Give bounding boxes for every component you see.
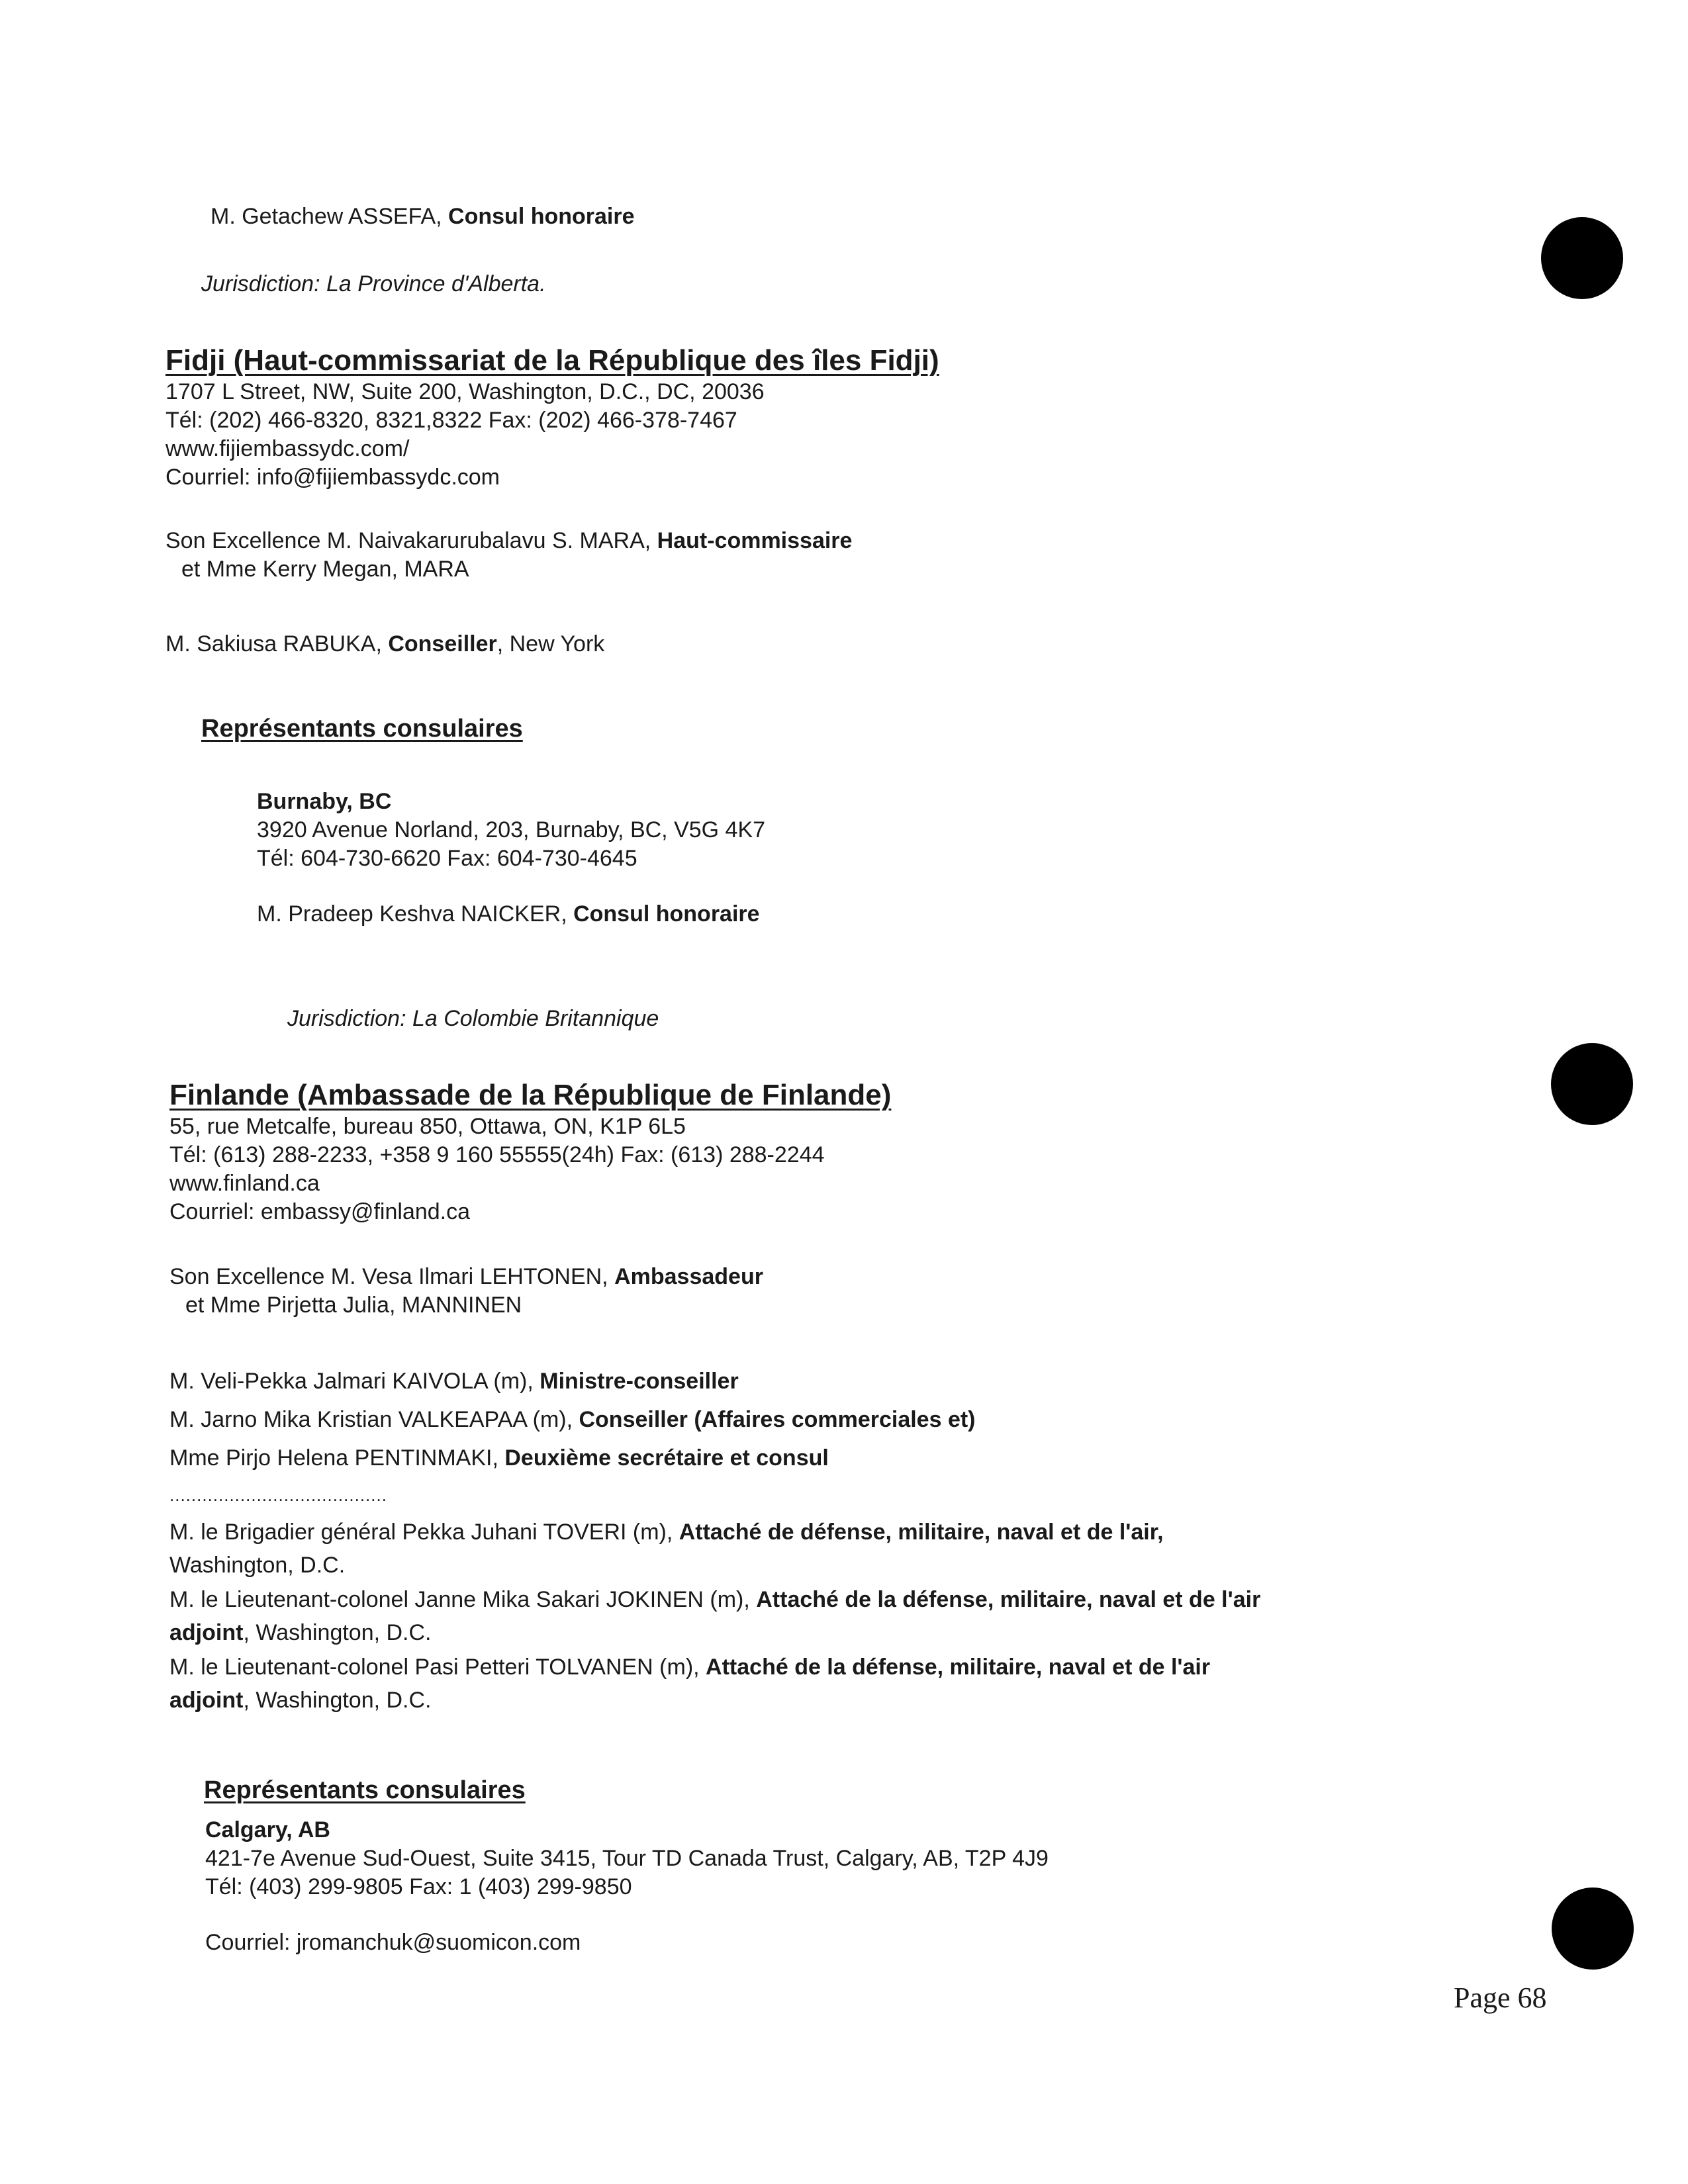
fiji-head-of-mission — [165, 527, 852, 555]
ethiopia-consul-title: Consul honoraire — [448, 204, 635, 229]
finland-attache-name: M. le Lieutenant-colonel Janne Mika Sakari JOKINEN (m), — [169, 1587, 757, 1612]
finland-staff-name: M. Jarno Mika Kristian VALKEAPAA (m), — [169, 1407, 579, 1432]
finland-attache-line2-bold: adjoint — [169, 1620, 244, 1645]
finland-staff-row — [169, 1406, 976, 1433]
finland-attache-row — [169, 1518, 1164, 1546]
finland-staff-title: Deuxième secrétaire et consul — [504, 1445, 829, 1471]
finland-consulate-email: Courriel: jromanchuk@suomicon.com — [205, 1930, 581, 1955]
finland-staff-title: Conseiller (Affaires commerciales et) — [579, 1407, 976, 1432]
finland-consulate-phone: Tél: (403) 299-9805 Fax: 1 (403) 299-9850 — [205, 1874, 632, 1899]
finland-attache-name: M. le Lieutenant-colonel Pasi Petteri TOLVANEN (m), — [169, 1655, 706, 1680]
fiji-consulate-jurisdiction: Jurisdiction: La Colombie Britannique — [287, 1006, 659, 1031]
punch-hole — [1541, 217, 1623, 299]
finland-address: 55, rue Metcalfe, bureau 850, Ottawa, ON, K1P 6L5 — [169, 1114, 686, 1139]
finland-attache-line2: Washington, D.C. — [169, 1553, 346, 1578]
fiji-consul-title: Consul honoraire — [573, 901, 760, 927]
ethiopia-consul-line — [211, 203, 635, 230]
fiji-staff-name: M. Sakiusa RABUKA, — [165, 631, 389, 657]
fiji-staff-suffix: , New York — [496, 631, 605, 657]
finland-staff-title: Ministre-conseiller — [539, 1369, 739, 1394]
finland-staff-name: Mme Pirjo Helena PENTINMAKI, — [169, 1445, 505, 1471]
fiji-hom-name: Son Excellence M. Naivakarurubalavu S. MARA, — [165, 528, 657, 553]
finland-staff-name: M. Veli-Pekka Jalmari KAIVOLA (m), — [169, 1369, 540, 1394]
punch-hole — [1552, 1888, 1634, 1970]
page-number: Page 68 — [1454, 1981, 1547, 2014]
finland-attache-title: Attaché de la défense, militaire, naval et de l'air — [756, 1587, 1261, 1612]
finland-attache-line2: , Washington, D.C. — [243, 1688, 432, 1713]
fiji-consul-name: M. Pradeep Keshva NAICKER, — [257, 901, 574, 927]
finland-attache-row-cont — [169, 1686, 432, 1714]
fiji-staff-row — [165, 630, 604, 658]
fiji-email: Courriel: info@fijiembassydc.com — [165, 465, 500, 490]
fiji-website: www.fijiembassydc.com/ — [165, 436, 410, 461]
fiji-phone: Tél: (202) 466-8320, 8321,8322 Fax: (202) 466-378-7467 — [165, 408, 737, 433]
finland-email: Courriel: embassy@finland.ca — [169, 1199, 471, 1224]
finland-phone: Tél: (613) 288-2233, +358 9 160 55555(24h) Fax: (613) 288-2244 — [169, 1142, 825, 1167]
finland-consulate-city: Calgary, AB — [205, 1817, 330, 1843]
finland-attache-title: Attaché de la défense, militaire, naval et de l'air — [706, 1655, 1211, 1680]
fiji-hom-spouse: et Mme Kerry Megan, MARA — [181, 557, 469, 582]
fiji-consulate-phone: Tél: 604-730-6620 Fax: 604-730-4645 — [257, 846, 637, 871]
finland-hom-name: Son Excellence M. Vesa Ilmari LEHTONEN, — [169, 1264, 615, 1289]
fiji-consul-line — [257, 900, 760, 928]
fiji-address: 1707 L Street, NW, Suite 200, Washington, D.C., DC, 20036 — [165, 379, 765, 404]
finland-head-of-mission — [169, 1263, 763, 1291]
finland-staff-row — [169, 1444, 829, 1472]
finland-consulate-address: 421-7e Avenue Sud-Ouest, Suite 3415, Tour TD Canada Trust, Calgary, AB, T2P 4J9 — [205, 1846, 1049, 1871]
finland-attache-line2-bold: adjoint — [169, 1688, 244, 1713]
fiji-staff-title: Conseiller — [388, 631, 497, 657]
punch-hole — [1551, 1043, 1633, 1125]
fiji-heading: Fidji (Haut-commissariat de la République des îles Fidji) — [165, 344, 939, 377]
finland-separator: ........................................ — [169, 1485, 387, 1505]
finland-attache-title: Attaché de défense, militaire, naval et de l'air, — [679, 1520, 1164, 1545]
fiji-hom-title: Haut-commissaire — [657, 528, 853, 553]
finland-hom-title: Ambassadeur — [614, 1264, 763, 1289]
finland-attache-name: M. le Brigadier général Pekka Juhani TOVERI (m), — [169, 1520, 679, 1545]
finland-attache-row-cont — [169, 1551, 345, 1579]
finland-attache-row-cont — [169, 1619, 432, 1647]
fiji-consulate-address: 3920 Avenue Norland, 203, Burnaby, BC, V5G 4K7 — [257, 817, 766, 842]
ethiopia-jurisdiction: Jurisdiction: La Province d'Alberta. — [201, 271, 546, 296]
finland-hom-spouse: et Mme Pirjetta Julia, MANNINEN — [185, 1293, 522, 1318]
finland-attache-row — [169, 1586, 1260, 1614]
fiji-consulate-city: Burnaby, BC — [257, 789, 392, 814]
finland-heading: Finlande (Ambassade de la République de Finlande) — [169, 1079, 892, 1111]
fiji-consular-heading: Représentants consulaires — [201, 715, 523, 743]
finland-attache-line2: , Washington, D.C. — [243, 1620, 432, 1645]
ethiopia-consul-name: M. Getachew ASSEFA, — [211, 204, 449, 229]
finland-attache-row — [169, 1653, 1210, 1681]
finland-consular-heading: Représentants consulaires — [204, 1776, 526, 1804]
finland-website: www.finland.ca — [169, 1171, 320, 1196]
finland-staff-row — [169, 1367, 739, 1395]
